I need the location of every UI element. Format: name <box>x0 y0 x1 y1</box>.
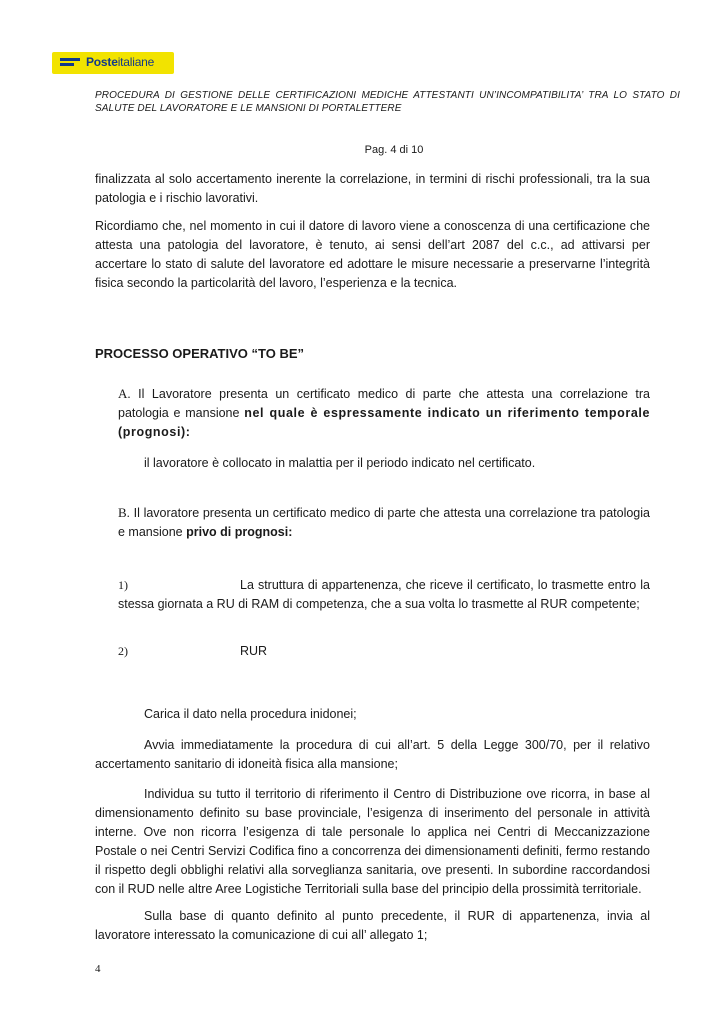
case-b-paragraph <box>118 503 650 542</box>
case-b-bold-text: privo di prognosi: <box>186 525 293 539</box>
step-1-text: La struttura di appartenenza, che riceve il certificato, lo trasmette entro la stessa giornata a RU di RAM di competenza, che a sua volta lo trasmette al RUR competente; <box>118 578 650 611</box>
rur-action-item <box>95 785 650 899</box>
step-2-paragraph <box>118 642 650 661</box>
intro-paragraph: finalizzata al solo accertamento inerente la correlazione, in termini di rischi professionali, tra la sua patologia e i rischio lavorativi. <box>95 172 650 205</box>
reminder-paragraph: Ricordiamo che, nel momento in cui il datore di lavoro viene a conoscenza di una certificazione che attesta una patologia del lavoratore, è tenuto, ai sensi dell’art 2087 del c.c., ad attivarsi per accertare lo stato di salute del lavoratore ed adottare le misure necessarie a preservarne l’integrità fisica secondo la particolarità del lavoro, l’esperienza e la tecnica. <box>95 219 650 290</box>
rur-action-text: Individua su tutto il territorio di riferimento il Centro di Distribuzione ove ricorra, in base al dimensionamento definito su base provinciale, l’esigenza di inserimento del personale in attività interne. Ove non ricorra l’esigenza di tale personale lo applica nei Centri di Meccanizzazione Postale o nei Centri Servizi Codifica fino a concorrenza dei dimensionamenti definiti, fermo restando il rispetto degli obblighi relativi alla sorveglianza sanitaria, ove presenti. In subordine raccordandosi con il RUD nelle altre Aree Logistiche Territoriali sulla base del principio della prossimità territoriale. <box>95 787 650 896</box>
step-2-number: 2) <box>118 644 128 658</box>
footer-page-number: 4 <box>95 963 101 975</box>
section-heading: PROCESSO OPERATIVO “TO BE” <box>95 346 304 361</box>
logo-thin-text: italiane <box>117 55 155 69</box>
poste-logo-icon <box>60 56 82 70</box>
document-header-title: PROCEDURA DI GESTIONE DELLE CERTIFICAZIONI MEDICHE ATTESTANTI UN’INCOMPATIBILITA’ TRA LO STATO DI SALUTE DEL LAVORATORE E LE MANSIONI DI PORTALETTERE <box>95 90 680 114</box>
case-a-paragraph <box>118 384 650 442</box>
rur-action-text: Sulla base di quanto definito al punto precedente, il RUR di appartenenza, invia al lavoratore interessato la comunicazione di cui all’ allegato 1; <box>95 909 650 942</box>
rur-action-item <box>95 907 650 945</box>
step-2-text: RUR <box>240 644 268 658</box>
poste-italiane-logo <box>52 52 174 74</box>
rur-action-text: Avvia immediatamente la procedura di cui all’art. 5 della Legge 300/70, per il relativo accertamento sanitario di idoneità fisica alla mansione; <box>95 738 650 771</box>
page-label: Pag. 4 di 10 <box>364 144 424 156</box>
case-b-text: Il lavoratore presenta un certificato medico di parte che attesta una correlazione tra patologia e mansione <box>118 506 650 539</box>
step-1-number: 1) <box>118 578 128 592</box>
case-a-bold-text: nel quale è espressamente indicato un riferimento temporale (prognosi): <box>118 406 650 439</box>
case-a-bullet-text: il lavoratore è collocato in malattia per il periodo indicato nel certificato. <box>144 456 536 470</box>
case-a-letter: A. <box>118 386 131 401</box>
logo-bold-text: Poste <box>86 55 118 69</box>
case-a-text: Il Lavoratore presenta un certificato medico di parte che attesta una correlazione tra patologia e mansione <box>118 387 650 420</box>
rur-action-item <box>95 736 650 774</box>
step-1-paragraph <box>118 576 650 614</box>
case-b-letter: B. <box>118 505 130 520</box>
logo-wordmark <box>86 55 154 69</box>
rur-action-item: Carica il dato nella procedura inidonei; <box>144 707 357 721</box>
